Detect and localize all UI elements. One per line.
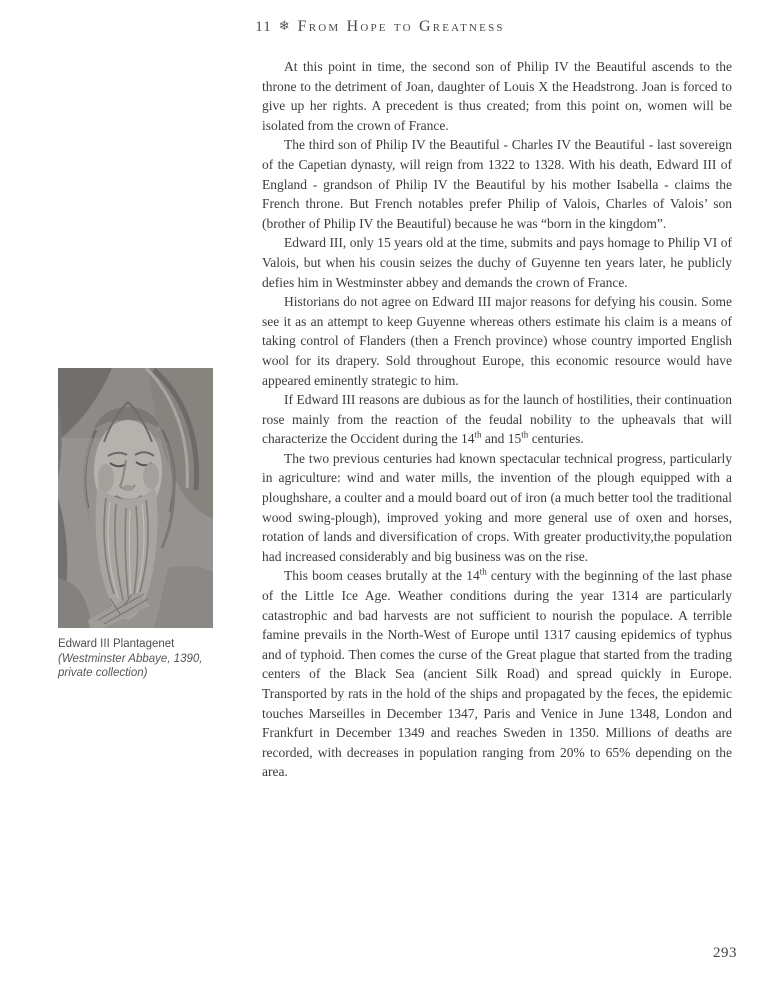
edward-iii-sculpture-photo — [58, 368, 213, 628]
figure-edward-iii — [58, 368, 213, 681]
paragraph: The third son of Philip IV the Beautiful - Charles IV the Beautiful - last sovereign of the Capetian dynasty, will reign from 1322 to 1328. With his death, Edward III of England - grandson of Philip IV the Beautiful by his mother Isabella - claims the French throne. But French notables prefer Philip of Valois, Charles of Valois’ son (brother of Philip IV the Beautiful) because he was “born in the kingdom”. — [262, 137, 732, 231]
figure-caption-title: Edward III Plantagenet — [58, 638, 175, 650]
paragraph: If Edward III reasons are dubious as for the launch of hostilities, their continuation rose mainly from the reaction of the feudal nobility to the upheavals that will characterize the Occident during the 14th and 15th centuries. — [262, 392, 732, 447]
paragraph: Edward III, only 15 years old at the time, submits and pays homage to Philip VI of Valois, but when his cousin seizes the duchy of Guyenne ten years later, he publicly defies him in Westminster abbey and demands the crown of France. — [262, 235, 732, 290]
page-number: 293 — [713, 945, 737, 961]
figure-caption — [58, 637, 213, 681]
paragraph: Historians do not agree on Edward III major reasons for defying his cousin. Some see it as an attempt to keep Guyenne whereas others estimate his claim is a means of taking control of Flanders (then a French province) whose country imported English wool for its drapery. Sold throughout Europe, this economic resource would have appeared eminently strategic to him. — [262, 294, 732, 388]
running-header — [0, 18, 760, 36]
chapter-title: From Hope to Greatness — [297, 18, 505, 35]
paragraph: The two previous centuries had known spectacular technical progress, particularly in agriculture: wind and water mills, the invention of the plough equipped with a ploughshare, a coulter and a mould board out of iron (a much better tool the traditional wood swing-plough), improved yoking and more general use of oxen and horses, rotation of lands and diversification of crops. With greater productivity,the population had increased considerably and big business was on the rise. — [262, 450, 732, 564]
chapter-number: 11 — [255, 19, 272, 35]
figure-caption-source-line1: (Westminster Abbaye, 1390, — [58, 652, 203, 665]
body-text — [262, 57, 732, 782]
figure-caption-source-line2: private collection) — [58, 667, 148, 680]
fleuron-icon: ❄ — [278, 18, 291, 33]
paragraph: At this point in time, the second son of Philip IV the Beautiful ascends to the throne to the detriment of Joan, daughter of Louis X the Headstrong. Joan is forced to give up her rights. A precedent is thus created; from this point on, women will be isolated from the crown of France. — [262, 59, 732, 133]
paragraph: This boom ceases brutally at the 14th century with the beginning of the last phase of the Little Ice Age. Weather conditions during the year 1314 are particularly catastrophic and bad harvests are not sufficient to nourish the populace. A terrible famine prevails in the North-West of Europe until 1317 causing epidemics of typhus and of typhoid. Then comes the curse of the Great plague that started from the trading centers of the Black Sea (ancient Silk Road) and spread quickly in Europe. Transported by rats in the hold of the ships and propagated by the feces, the epidemic touches Marseilles in December 1347, Paris and Venice in June 1348, London and Frankfurt in December 1349 and reaches Sweden in 1350. Millions of deaths are recorded, with decreases in population ranging from 20% to 65% depending on the area. — [262, 566, 733, 780]
